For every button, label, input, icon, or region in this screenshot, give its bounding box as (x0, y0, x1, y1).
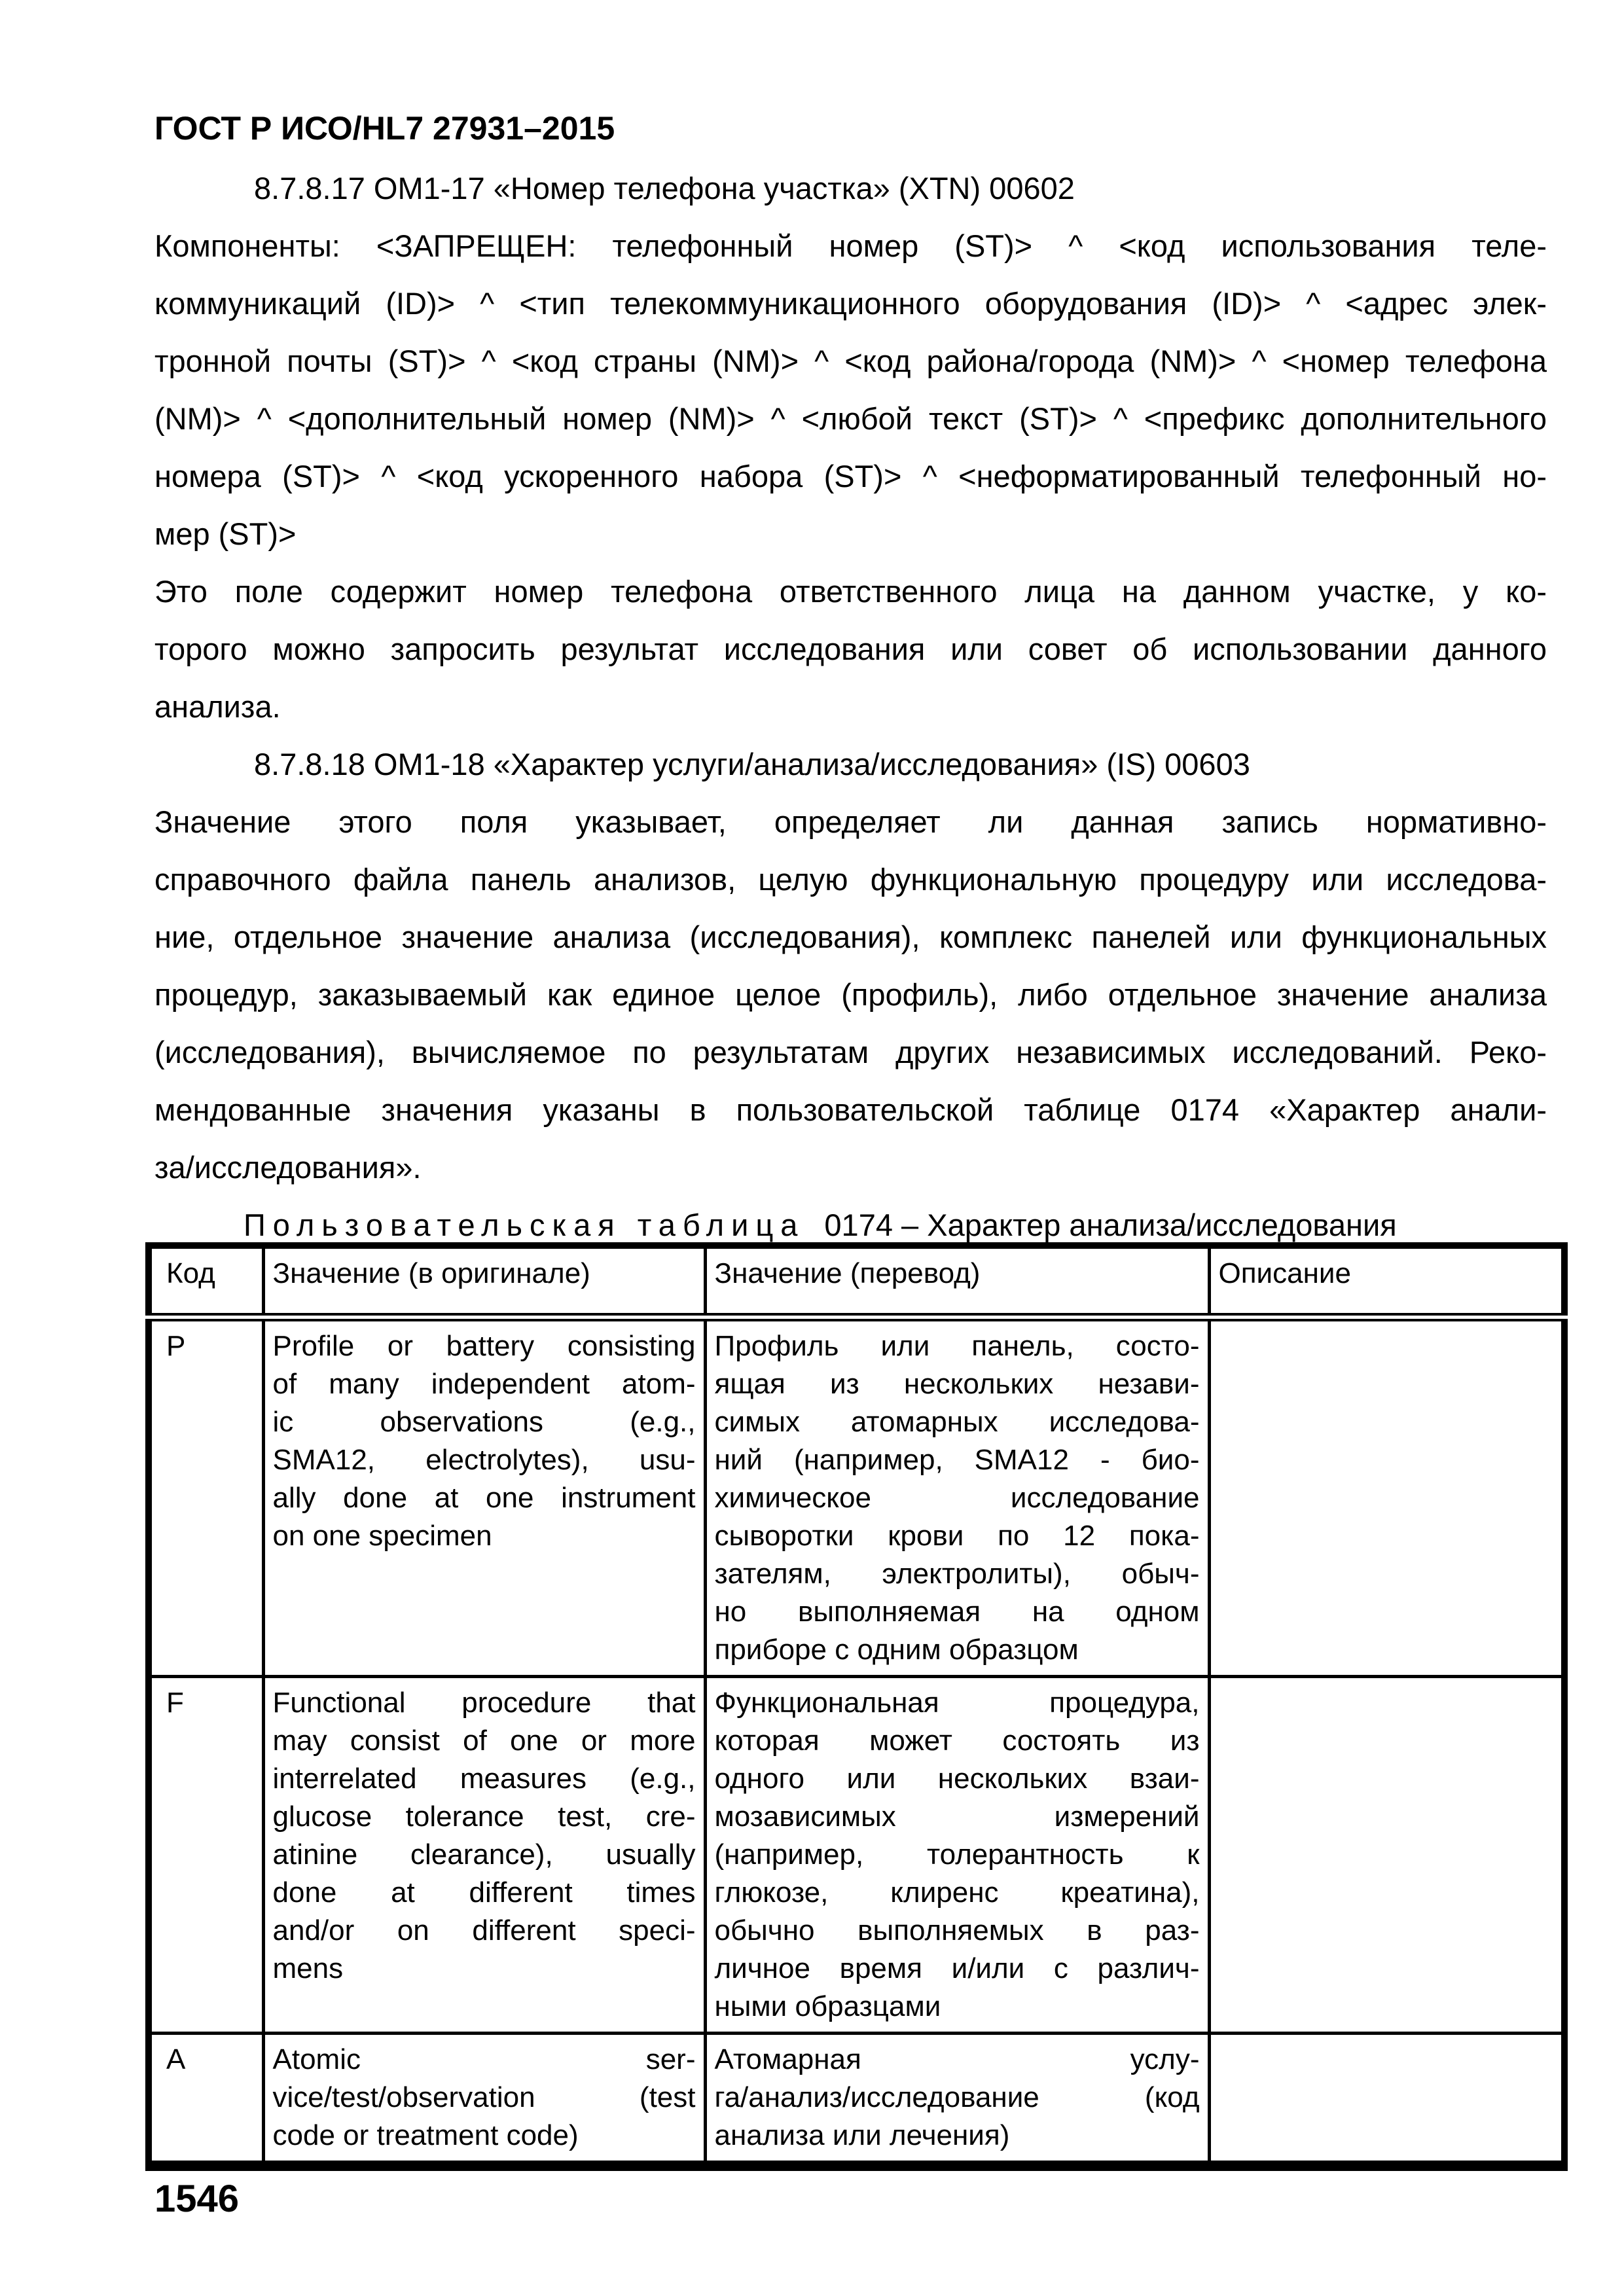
section-8.7.8.17-heading: 8.7.8.17 ОМ1-17 «Номер телефона участка» (XTN) 00602 (254, 171, 1075, 206)
col-header-description: Описание (1209, 1246, 1564, 1318)
code-cell: P (149, 1318, 263, 1677)
original-cell: Profile or battery consisting of many independent atom- ic observations (e.g., SMA12, electrolytes), usu- ally done at one instrument on one specimen (263, 1318, 705, 1677)
description-cell (1209, 1318, 1564, 1677)
table-caption-spaced-label: Пользовательская таблица (244, 1208, 805, 1242)
code-cell: A (149, 2034, 263, 2166)
description-cell (1209, 1677, 1564, 2034)
components-paragraph: Компоненты: <ЗАПРЕЩЕН: телефонный номер (ST)> ^ <код использования теле- коммуникаций (ID)> ^ <тип телекоммуникационного оборудования (ID)> ^ <адрес элек- тронной почты (ST)> ^ <код страны (NM)> ^ <код района/города (NM)> ^ <номер телефона (NM)> ^ <дополнительный номер (NM)> ^ <любой текст (ST)> ^ <префикс дополнительного номера (ST)> ^ <код ускоренного набора (ST)> ^ <неформатированный телефонный но- мер (ST)> (154, 228, 1547, 551)
col-header-code: Код (149, 1246, 263, 1318)
code-cell: F (149, 1677, 263, 2034)
value-description-paragraph: Значение этого поля указывает, определяет ли данная запись нормативно- справочного файла панель анализов, целую функциональную процедуру или исследова- ние, отдельное значение анализа (исследования), комплекс панелей или функциональных процедур, заказываемый как единое целое (профиль), либо отдельное значение анализа (исследования), вычисляемое по результатам других независимых исследований. Реко- мендованные значения указаны в пользовательской таблице 0174 «Характер анали- за/исследования». (154, 804, 1547, 1185)
table-row (149, 1318, 1564, 1677)
original-cell: Functional procedure that may consist of one or more interrelated measures (e.g., glucose tolerance test, cre- atinine clearance), usually done at different times and/or on different speci- mens (263, 1677, 705, 2034)
translation-cell: Профиль или панель, состо- ящая из нескольких незави- симых атомарных исследова- ний (например, SMA12 - био- химическое исследование сыворотки крови по 12 пока- зателям, электролиты), обыч- но выполняемая на одном приборе с одним образцом (705, 1318, 1209, 1677)
original-cell: Atomic ser- vice/test/observation (test code or treatment code) (263, 2034, 705, 2166)
user-table-0174 (145, 1242, 1568, 2171)
section-8.7.8.18-heading: 8.7.8.18 ОМ1-18 «Характер услуги/анализа/исследования» (IS) 00603 (254, 747, 1250, 781)
field-description-paragraph: Это поле содержит номер телефона ответственного лица на данном участке, у ко- торого можно запросить результат исследования или совет об использовании данного анализа. (154, 574, 1547, 724)
translation-cell: Атомарная услу- га/анализ/исследование (код анализа или лечения) (705, 2034, 1209, 2166)
translation-cell: Функциональная процедура, которая может состоять из одного или нескольких взаи- мозависимых измерений (например, толерантность к глюкозе, клиренс креатина), обычно выполняемых в раз- личное время и/или с различ- ными образцами (705, 1677, 1209, 2034)
table-caption-rest: 0174 – Характер анализа/исследования (824, 1208, 1397, 1242)
page-number: 1546 (154, 2178, 240, 2220)
table-header-row (149, 1246, 1564, 1318)
col-header-translation: Значение (перевод) (705, 1246, 1209, 1318)
document-standard-header: ГОСТ Р ИСО/HL7 27931–2015 (154, 110, 615, 147)
table-row (149, 1677, 1564, 2034)
description-cell (1209, 2034, 1564, 2166)
col-header-original: Значение (в оригинале) (263, 1246, 705, 1318)
table-row (149, 2034, 1564, 2166)
